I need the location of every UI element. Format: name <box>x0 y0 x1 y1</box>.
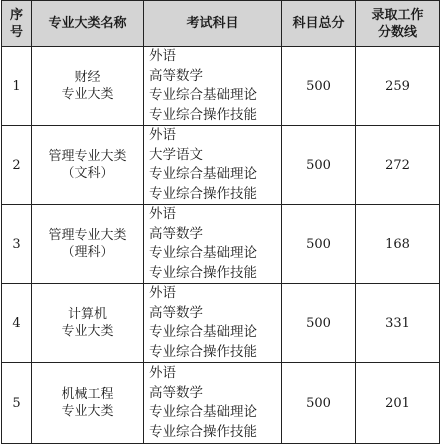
major-line: 专业大类 <box>61 324 114 339</box>
cell-seq: 5 <box>2 363 32 444</box>
table-row <box>2 205 440 284</box>
subject-item: 外语 <box>149 48 176 64</box>
subject-item: 专业综合操作技能 <box>149 423 257 440</box>
table-header <box>2 1 440 47</box>
cell-total: 500 <box>282 363 356 444</box>
cell-seq: 3 <box>2 205 32 284</box>
cell-seq: 1 <box>2 47 32 126</box>
subject-item: 专业综合基础理论 <box>149 245 257 261</box>
subject-item: 高等数学 <box>149 67 203 84</box>
cell-subjects <box>144 205 282 284</box>
cell-seq: 2 <box>2 126 32 205</box>
cell-seq: 4 <box>2 284 32 363</box>
subject-item: 外语 <box>149 127 176 143</box>
major-line: 专业大类 <box>61 87 114 102</box>
header-major: 专业大类名称 <box>32 1 144 47</box>
cell-subjects <box>144 284 282 363</box>
subject-item: 大学语文 <box>149 146 203 163</box>
cell-major <box>32 47 144 126</box>
subject-item: 外语 <box>149 206 176 222</box>
table-body <box>2 47 440 444</box>
cell-subjects <box>144 47 282 126</box>
header-cutoff-line: 录取工作 <box>371 7 424 23</box>
header-row <box>2 1 440 47</box>
subject-item: 专业综合操作技能 <box>149 106 257 123</box>
major-line: （文科） <box>61 166 114 181</box>
table-row <box>2 284 440 363</box>
subject-item: 专业综合基础理论 <box>149 324 257 340</box>
cell-cutoff: 201 <box>356 363 440 444</box>
cell-total: 500 <box>282 126 356 205</box>
subject-item: 外语 <box>149 365 176 381</box>
subject-item: 专业综合操作技能 <box>149 343 257 360</box>
cell-major <box>32 284 144 363</box>
header-cutoff-line: 分数线 <box>377 24 417 40</box>
major-line: 机械工程 <box>61 387 114 402</box>
cell-cutoff: 331 <box>356 284 440 363</box>
major-line: 管理专业大类 <box>48 149 127 164</box>
subject-item: 专业综合基础理论 <box>149 166 257 182</box>
header-subjects: 考试科目 <box>144 1 282 47</box>
subject-item: 高等数学 <box>149 384 203 401</box>
cell-major <box>32 363 144 444</box>
table-row <box>2 47 440 126</box>
cell-subjects <box>144 363 282 444</box>
major-line: 管理专业大类 <box>48 228 127 243</box>
subject-item: 专业综合基础理论 <box>149 87 257 103</box>
subject-item: 专业综合基础理论 <box>149 404 257 420</box>
header-seq-line: 号 <box>9 24 23 40</box>
major-line: 计算机 <box>67 307 107 322</box>
subject-item: 高等数学 <box>149 304 203 321</box>
cell-cutoff: 259 <box>356 47 440 126</box>
cell-major <box>32 126 144 205</box>
subject-item: 高等数学 <box>149 225 203 242</box>
cell-cutoff: 168 <box>356 205 440 284</box>
header-seq-line: 序 <box>9 7 23 23</box>
cell-subjects <box>144 126 282 205</box>
cell-total: 500 <box>282 205 356 284</box>
major-line: 专业大类 <box>61 404 114 419</box>
major-line: （理科） <box>61 245 114 260</box>
table-row <box>2 363 440 444</box>
cell-total: 500 <box>282 284 356 363</box>
cell-major <box>32 205 144 284</box>
table-row <box>2 126 440 205</box>
header-seq <box>2 1 32 47</box>
subject-item: 专业综合操作技能 <box>149 264 257 281</box>
subject-item: 专业综合操作技能 <box>149 185 257 202</box>
major-line: 财经 <box>74 70 101 85</box>
cell-total: 500 <box>282 47 356 126</box>
header-total: 科目总分 <box>282 1 356 47</box>
cell-cutoff: 272 <box>356 126 440 205</box>
subject-item: 外语 <box>149 285 176 301</box>
admission-score-table <box>1 0 440 444</box>
header-cutoff <box>356 1 440 47</box>
